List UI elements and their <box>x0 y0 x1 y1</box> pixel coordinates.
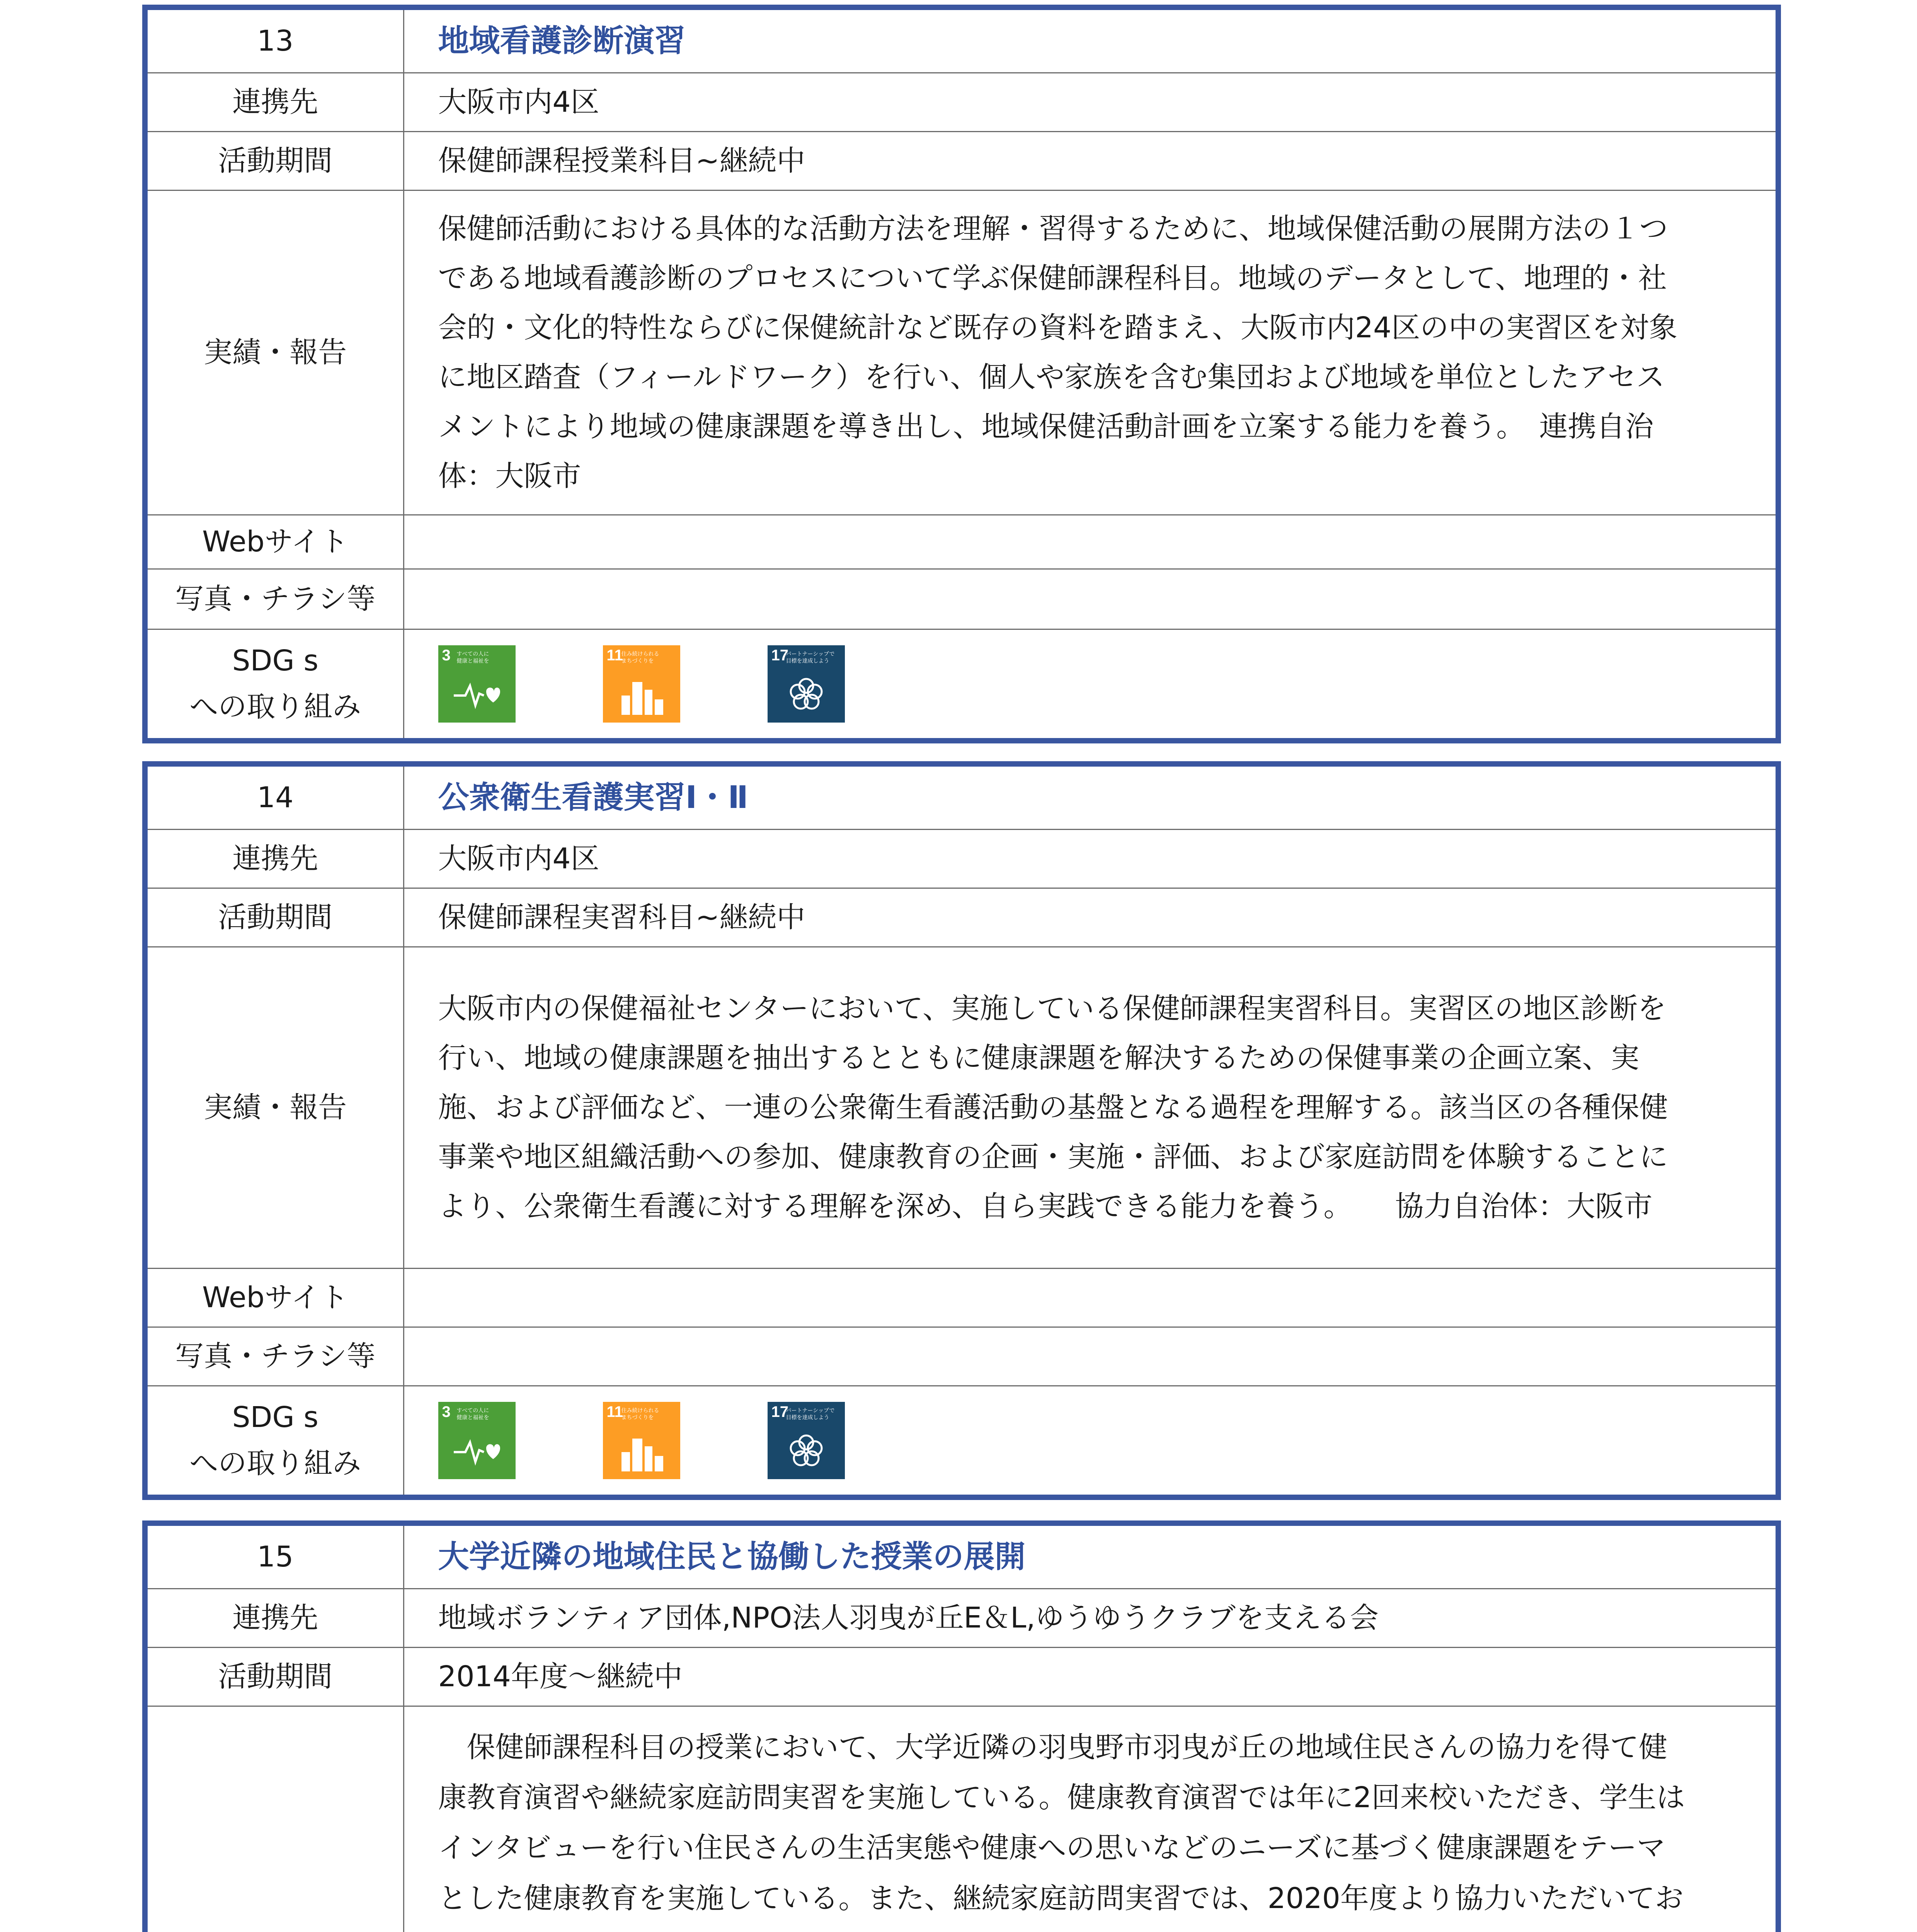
sdg-number: 17 <box>771 1403 788 1420</box>
report-line: 康教育演習や継続家庭訪問実習を実施している。健康教育演習では年に2回来校いただき、学生は <box>438 1781 1685 1815</box>
partner-label: 連携先 <box>148 829 403 888</box>
partnership-flower-icon <box>783 672 829 715</box>
sdgs-label <box>148 629 403 738</box>
report-text <box>403 947 1776 1268</box>
sdgs-label-line2: への取り組み <box>189 690 361 723</box>
report-line: に地区踏査（フィールドワーク）を行い、個人や家族を含む集団および地域を単位としたアセス <box>438 361 1665 394</box>
partnership-flower-icon <box>783 1429 829 1471</box>
sdg-17-icon <box>768 1402 845 1479</box>
sdgs-label-line1: SDG s <box>232 1401 318 1434</box>
partner-value: 大阪市内4区 <box>403 829 1776 888</box>
sdg-number: 3 <box>442 646 451 664</box>
photos-value <box>403 1327 1776 1386</box>
sdg-caption: すべての人に 健康と福祉を <box>456 651 489 664</box>
partner-value: 大阪市内4区 <box>403 73 1776 131</box>
entry-title: 公衆衛生看護実習Ⅰ・Ⅱ <box>403 767 1776 829</box>
report-line: である地域看護診断のプロセスについて学ぶ保健師課程科目。地域のデータとして、地理的・社 <box>438 261 1667 295</box>
sdg-caption: すべての人に 健康と福祉を <box>456 1407 489 1421</box>
report-line: より、公衆衛生看護に対する理解を深め、自ら実践できる能力を養う。 協力自治体：大阪市 <box>438 1190 1653 1223</box>
sdg-caption: パートナーシップで 目標を達成しよう <box>786 651 835 664</box>
report-line: 大阪市内の保健福祉センターにおいて、実施している保健師課程実習科目。実習区の地区診断を <box>438 992 1667 1025</box>
heartbeat-icon <box>454 672 500 715</box>
report-line: 施、および評価など、一連の公衆衛生看護活動の基盤となる過程を理解する。該当区の各種保健 <box>438 1090 1668 1124</box>
city-icon <box>618 672 665 715</box>
report-text <box>403 190 1776 515</box>
entry-card-13 <box>142 5 1781 743</box>
report-line: とした健康教育を実施している。また、継続家庭訪問実習では、2020年度より協力いただいてお <box>438 1881 1684 1915</box>
sdg-caption: 住み続けられる まちづくりを <box>621 1407 659 1421</box>
sdg-3-icon <box>438 645 516 723</box>
report-line: 行い、地域の健康課題を抽出するとともに健康課題を解決するための保健事業の企画立案、実 <box>438 1041 1639 1075</box>
entry-title: 地域看護診断演習 <box>403 10 1776 73</box>
entry-title: 大学近隣の地域住民と協働した授業の展開 <box>403 1526 1776 1588</box>
photos-value <box>403 569 1776 629</box>
photos-label: 写真・チラシ等 <box>148 569 403 629</box>
report-line: 会的・文化的特性ならびに保健統計など既存の資料を踏まえ、大阪市内24区の中の実習区を対象 <box>438 311 1678 344</box>
sdgs-icons <box>403 629 1776 738</box>
website-label: Webサイト <box>148 1268 403 1327</box>
website-value <box>403 515 1776 569</box>
sdg-11-icon <box>603 1402 680 1479</box>
period-value: 保健師課程授業科目~継続中 <box>403 131 1776 190</box>
sdg-17-icon <box>768 645 845 723</box>
sdg-caption: 住み続けられる まちづくりを <box>621 651 659 664</box>
sdg-number: 17 <box>771 646 788 664</box>
report-text <box>403 1706 1776 1932</box>
report-label: 実績・報告 <box>148 190 403 515</box>
sdgs-label-line2: への取り組み <box>189 1446 361 1480</box>
sdg-number: 11 <box>606 1403 623 1420</box>
sdgs-label <box>148 1386 403 1495</box>
website-label: Webサイト <box>148 515 403 569</box>
city-icon <box>618 1429 665 1471</box>
report-line: 保健師課程科目の授業において、大学近隣の羽曳野市羽曳が丘の地域住民さんの協力を得て健 <box>466 1730 1668 1764</box>
report-line: インタビューを行い住民さんの生活実態や健康への思いなどのニーズに基づく健康課題をテーマ <box>438 1831 1665 1865</box>
report-label <box>148 1706 403 1932</box>
entry-number: 15 <box>148 1526 403 1588</box>
period-value: 保健師課程実習科目~継続中 <box>403 888 1776 947</box>
partner-value: 地域ボランティア団体,NPO法人羽曳が丘E＆L,ゆうゆうクラブを支える会 <box>403 1588 1776 1647</box>
report-line: 保健師活動における具体的な活動方法を理解・習得するために、地域保健活動の展開方法の１つ <box>438 212 1668 245</box>
report-line <box>438 1923 1760 1932</box>
website-value <box>403 1268 1776 1327</box>
period-label: 活動期間 <box>148 131 403 190</box>
sdg-number: 11 <box>606 646 623 664</box>
entry-card-15 <box>142 1520 1781 1932</box>
sdgs-icons <box>403 1386 1776 1495</box>
report-label: 実績・報告 <box>148 947 403 1268</box>
sdg-caption: パートナーシップで 目標を達成しよう <box>786 1407 835 1421</box>
entry-card-14 <box>142 761 1781 1500</box>
partner-label: 連携先 <box>148 1588 403 1647</box>
sdg-3-icon <box>438 1402 516 1479</box>
sdgs-label-line1: SDG s <box>232 644 318 678</box>
entry-number: 13 <box>148 10 403 73</box>
sdg-11-icon <box>603 645 680 723</box>
entry-number: 14 <box>148 767 403 829</box>
period-value: 2014年度～継続中 <box>403 1647 1776 1706</box>
period-label: 活動期間 <box>148 1647 403 1706</box>
sdg-number: 3 <box>442 1403 451 1420</box>
heartbeat-icon <box>454 1429 500 1471</box>
report-line: 事業や地区組織活動への参加、健康教育の企画・実施・評価、および家庭訪問を体験することに <box>438 1140 1668 1173</box>
photos-label: 写真・チラシ等 <box>148 1327 403 1386</box>
partner-label: 連携先 <box>148 73 403 131</box>
report-line: 体：大阪市 <box>438 459 581 493</box>
report-line: メントにより地域の健康課題を導き出し、地域保健活動計画を立案する能力を養う。 連携自治 <box>438 410 1654 444</box>
period-label: 活動期間 <box>148 888 403 947</box>
